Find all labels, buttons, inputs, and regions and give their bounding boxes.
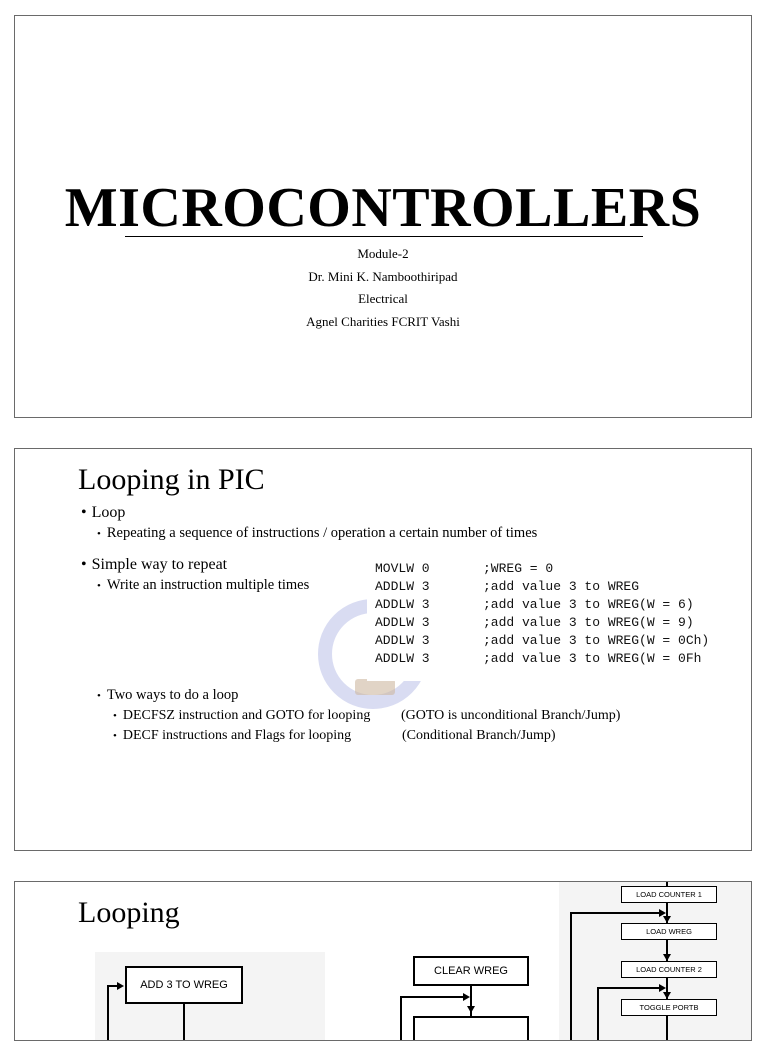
flowchart-connector	[183, 1004, 185, 1041]
arrow-icon	[663, 954, 671, 961]
bullet-simple-repeat-sub: • Write an instruction multiple times	[97, 577, 309, 594]
college-logo-watermark-emblem	[355, 679, 395, 695]
bullet-way-decf: • DECF instructions and Flags for looping	[113, 728, 351, 744]
looping-in-pic-slide	[14, 448, 752, 851]
arrow-icon	[663, 992, 671, 999]
flowchart-loop-line	[400, 996, 402, 1041]
flowchart-box-add3: ADD 3 TO WREG	[125, 966, 243, 1004]
arrow-icon	[659, 909, 666, 917]
arrow-icon	[659, 984, 666, 992]
bullet-simple-repeat: • Simple way to repeat	[81, 556, 227, 574]
bullet-loop: • Loop	[81, 504, 125, 522]
flowchart-box-clear-wreg: CLEAR WREG	[413, 956, 529, 986]
slide-heading: Looping	[78, 896, 180, 929]
bullet-way-decf-note: (Conditional Branch/Jump)	[402, 728, 556, 743]
flowchart-box-load-wreg: LOAD WREG	[621, 923, 717, 940]
flowchart-box-load-counter-2: LOAD COUNTER 2	[621, 961, 717, 978]
arrow-icon	[117, 982, 124, 990]
flowchart-box-toggle-portb: TOGGLE PORTB	[621, 999, 717, 1016]
flowchart-loop-line	[107, 985, 109, 1041]
assembly-code-block: MOVLW 0 ;WREG = 0 ADDLW 3 ;add value 3 to WREG ADDLW 3 ;add value 3 to WREG(W = 6) ADDLW 3 ;add value 3 to WREG(W = 9) ADDLW 3 ;add value 3 to WREG(W = 0Ch) ADDLW 3 ;add value 3 to WREG(W = 0Fh	[367, 551, 752, 681]
arrow-icon	[663, 916, 671, 923]
flowchart-outer-loop-line	[570, 912, 660, 914]
flowchart-outer-loop-line	[570, 912, 572, 1041]
department: Electrical	[358, 291, 408, 306]
flowchart-inner-loop-line	[597, 987, 660, 989]
author-name: Dr. Mini K. Namboothiripad	[308, 268, 458, 284]
looping-slide	[14, 881, 752, 1041]
slide-title: MICROCONTROLLERS	[64, 177, 702, 239]
institution: Agnel Charities FCRIT Vashi	[306, 313, 460, 329]
flowchart-box-load-counter-1: LOAD COUNTER 1	[621, 886, 717, 903]
arrow-icon	[467, 1006, 475, 1013]
flowchart-loop-line	[107, 985, 117, 987]
flowchart-loop-line	[400, 996, 465, 998]
bullet-loop-sub: • Repeating a sequence of instructions / operation a certain number of times	[97, 525, 537, 542]
module-label: Module-2	[357, 246, 409, 261]
flowchart-connector	[666, 1016, 668, 1041]
flowchart-box-partial	[413, 1016, 529, 1041]
slide-heading: Looping in PIC	[78, 463, 265, 496]
arrow-icon	[463, 993, 470, 1001]
bullet-way-decfsz: • DECFSZ instruction and GOTO for looping	[113, 708, 370, 724]
title-subtitle-block	[15, 243, 751, 333]
flowchart-inner-loop-line	[597, 987, 599, 1041]
bullet-way-decfsz-note: (GOTO is unconditional Branch/Jump)	[401, 708, 621, 723]
title-slide	[14, 15, 752, 418]
title-underline	[125, 236, 643, 237]
bullet-two-ways: • Two ways to do a loop	[97, 687, 238, 704]
